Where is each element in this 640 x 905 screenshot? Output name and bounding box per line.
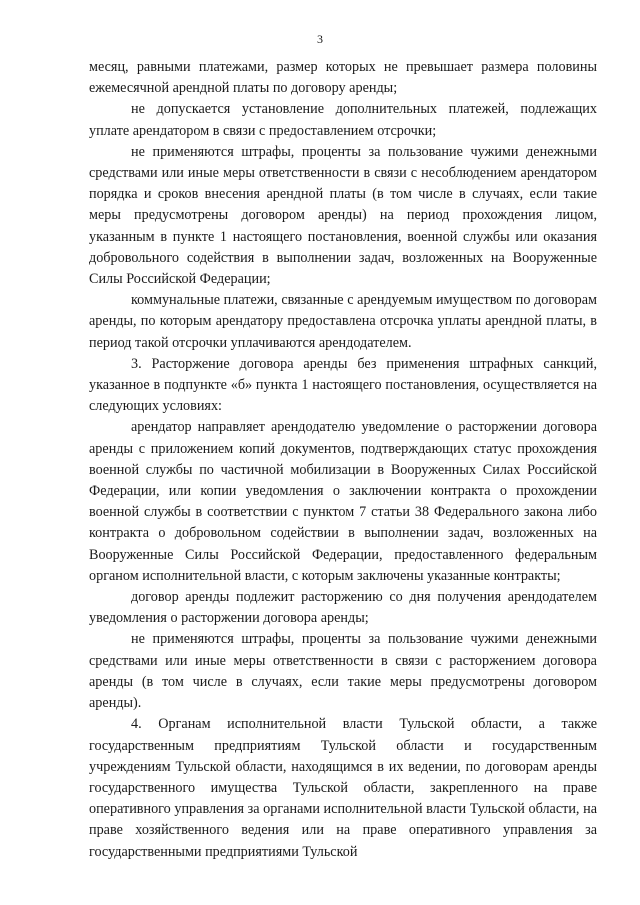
paragraph-tenant-notice: арендатор направляет арендодателю уведомление о расторжении договора аренды с приложением копий документов, подтверждающих статус прохождения военной службы по частичной мобилизации в Вооруженных Силах Российской Федерации, или копии уведомления о заключении контракта о прохождении военной службы в соответствии с пунктом 7 статьи 38 Федерального закона либо контракта о добровольном содействии в выполнении задач, возложенных на Вооруженные Силы Российской Федерации, предоставленного федеральным органом исполнительной власти, с которым заключены указанные контракты;: [89, 419, 597, 584]
paragraph-section-4: 4. Органам исполнительной власти Тульской области, а также государственным предприятиям Тульской области и государственным учреждениям Тульской области, находящимся в их ведении, по договорам аренды государственного имущества Тульской области, закрепленного на праве оперативного управления за органами исполнительной власти Тульской области, на праве хозяйственного ведения или на праве оперативного управления за государственными предприятиями Тульской: [89, 716, 597, 860]
paragraph-termination-date: договор аренды подлежит расторжению со дня получения арендодателем уведомления о расторжении договора аренды;: [89, 589, 597, 627]
paragraph-no-extra-payments: не допускается установление дополнительных платежей, подлежащих уплате арендатором в связи с предоставлением отсрочки;: [89, 101, 597, 139]
paragraph-continuation: месяц, равными платежами, размер которых не превышает размера половины ежемесячной арендной платы по договору аренды;: [89, 59, 597, 97]
document-body: [89, 57, 597, 863]
paragraph-section-3: 3. Расторжение договора аренды без применения штрафных санкций, указанное в подпункте «б» пункта 1 настоящего постановления, осуществляется на следующих условиях:: [89, 355, 597, 415]
page-number: 3: [317, 32, 323, 46]
paragraph-no-penalties-termination: не применяются штрафы, проценты за пользование чужими денежными средствами или иные меры ответственности в связи с расторжением договора аренды (в том числе в случаях, если такие меры предусмотрены договором аренды).: [89, 631, 597, 712]
paragraph-no-penalties-deferral: не применяются штрафы, проценты за пользование чужими денежными средствами или иные меры ответственности в связи с несоблюдением арендатором порядка и сроков внесения арендной платы (в том числе в случаях, если такие меры предусмотрены договором аренды) на период прохождения лицом, указанным в пункте 1 настоящего постановления, военной службы или оказания добровольного содействия в выполнении задач, возложенных на Вооруженные Силы Российской Федерации;: [89, 143, 597, 288]
paragraph-utility-payments: коммунальные платежи, связанные с арендуемым имуществом по договорам аренды, по которым арендатору предоставлена отсрочка уплаты арендной платы, в период такой отсрочки уплачиваются арендодателем.: [89, 292, 597, 351]
